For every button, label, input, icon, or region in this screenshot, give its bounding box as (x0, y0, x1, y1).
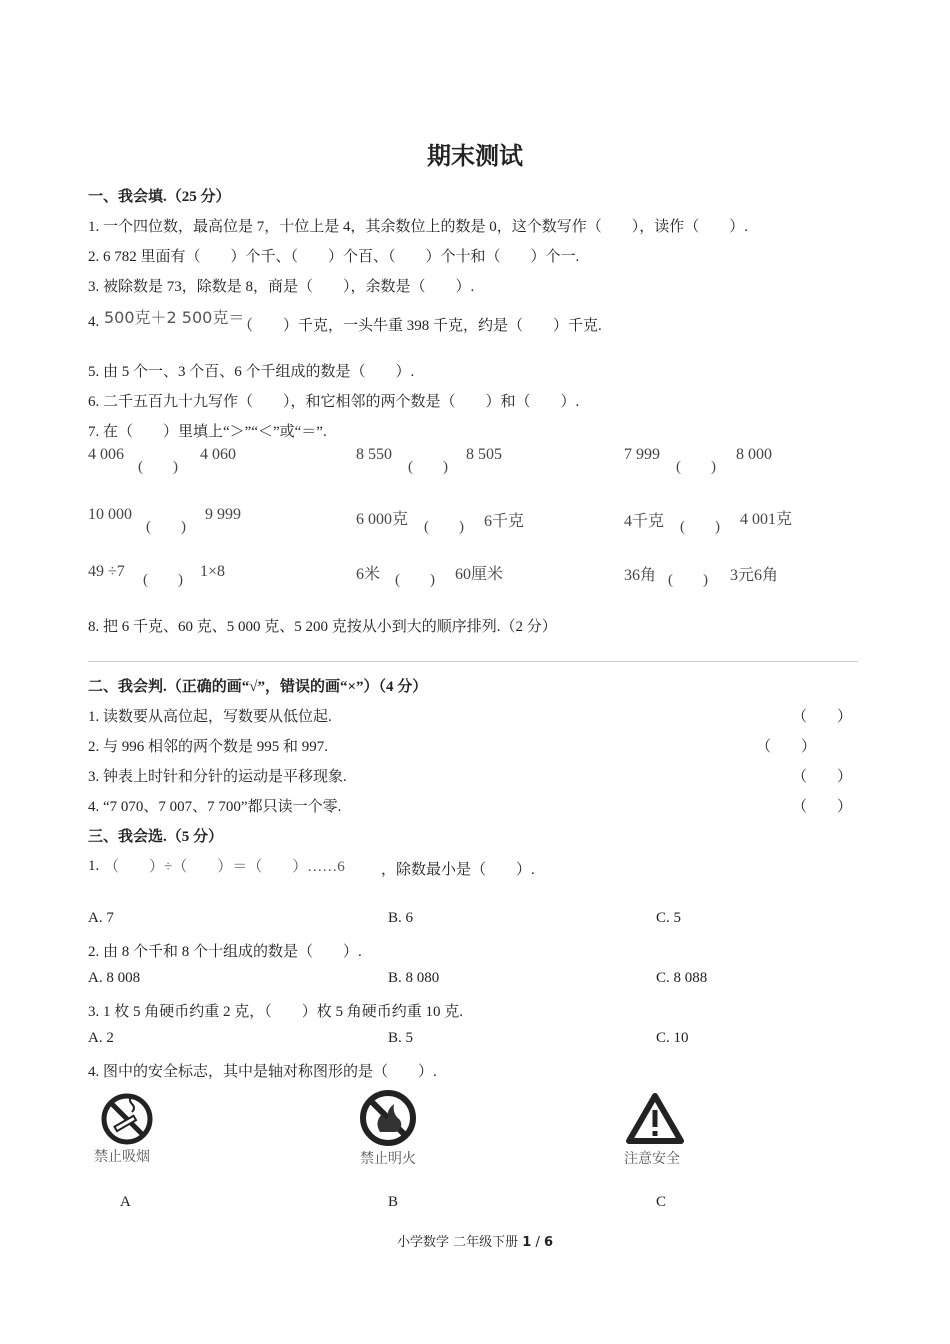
compare-left: 10 000 (88, 506, 132, 523)
footer-text: 小学数学 二年级下册 (396, 1235, 519, 1250)
s3-q1-rest: ，除数最小是（ ）. (381, 862, 535, 878)
compare-paren[interactable]: ( ) (408, 459, 448, 475)
compare-right: 60厘米 (455, 566, 504, 583)
compare-left: 4 006 (88, 446, 124, 463)
s3-q2-option[interactable]: C. 8 088 (656, 970, 708, 986)
s1-q8: 8. 把 6 千克、60 克、5 000 克、5 200 克按从小到大的顺序排列.（2 分） (88, 619, 557, 635)
compare-right: 4 060 (200, 446, 236, 463)
compare-paren[interactable]: ( ) (138, 459, 178, 475)
compare-right: 1×8 (200, 563, 226, 580)
sign-label: 禁止明火 (360, 1151, 416, 1167)
s3-q1-prefix: 1. (88, 858, 100, 874)
s2-item-text: 1. 读数要从高位起，写数要从低位起. (88, 709, 332, 725)
s3-q1-option[interactable]: A. 7 (88, 910, 114, 926)
sign-label: 注意安全 (624, 1151, 680, 1167)
compare-left: 6米 (356, 566, 381, 583)
warning-icon[interactable] (626, 1093, 684, 1145)
sign-letter[interactable]: A (120, 1194, 131, 1210)
compare-left: 36角 (624, 567, 657, 584)
s3-q3-option[interactable]: C. 10 (656, 1030, 689, 1046)
s1-q4-rest: （ ）千克，一头牛重 398 千克，约是（ ）千克. (238, 318, 602, 334)
s3-q3: 3. 1 枚 5 角硬币约重 2 克，（ ）枚 5 角硬币约重 10 克. (88, 1004, 464, 1020)
compare-paren[interactable]: ( ) (424, 519, 464, 535)
s2-item-text: 2. 与 996 相邻的两个数是 995 和 997. (88, 739, 329, 755)
footer-page: 1 (522, 1235, 532, 1250)
footer-sep: / (531, 1235, 544, 1250)
s3-q2-option[interactable]: B. 8 080 (388, 970, 440, 986)
compare-paren[interactable]: ( ) (680, 519, 720, 535)
sign-letter[interactable]: B (388, 1194, 399, 1210)
compare-left: 4千克 (624, 513, 665, 530)
section3-heading: 三、我会选.（5 分） (88, 829, 224, 845)
no-fire-icon[interactable] (358, 1088, 418, 1148)
s3-q3-option[interactable]: A. 2 (88, 1030, 114, 1046)
compare-paren[interactable]: ( ) (146, 519, 186, 535)
s2-item-paren[interactable]: （ ） (792, 709, 853, 725)
page-footer (0, 1231, 950, 1250)
section2-heading: 二、我会判.（正确的画“√”，错误的画“×”）（4 分） (88, 679, 428, 695)
s1-q4-formula: 500克＋2 500克＝ (104, 308, 245, 327)
no-smoking-icon[interactable] (100, 1092, 154, 1146)
compare-right: 8 000 (736, 446, 772, 463)
s1-q7: 7. 在（ ）里填上“＞”“＜”或“＝”. (88, 424, 327, 440)
sign-label: 禁止吸烟 (94, 1149, 150, 1165)
s1-q3: 3. 被除数是 73，除数是 8，商是（ ），余数是（ ）. (88, 279, 475, 295)
sign-letter[interactable]: C (656, 1194, 667, 1210)
s3-q4: 4. 图中的安全标志，其中是轴对称图形的是（ ）. (88, 1064, 437, 1080)
s2-item-paren[interactable]: （ ） (792, 769, 853, 785)
s1-q1: 1. 一个四位数，最高位是 7，十位上是 4，其余数位上的数是 0，这个数写作（ ），读作（ ）. (88, 219, 749, 235)
s2-item-text: 4. “7 070、7 007、7 700”都只读一个零. (88, 799, 342, 815)
s3-q1-option[interactable]: B. 6 (388, 910, 414, 926)
s3-q2-option[interactable]: A. 8 008 (88, 970, 141, 986)
compare-right: 4 001克 (740, 511, 793, 528)
footer-total: 6 (543, 1235, 554, 1250)
s3-q1-formula: （ ）÷（ ）＝（ ）……6 (104, 859, 345, 875)
s3-q2: 2. 由 8 个千和 8 个十组成的数是（ ）. (88, 944, 362, 960)
compare-left: 8 550 (356, 446, 392, 463)
compare-right: 9 999 (205, 506, 241, 523)
page-title: 期末测试 (427, 144, 523, 170)
s3-q1-option[interactable]: C. 5 (656, 910, 682, 926)
s1-q5: 5. 由 5 个一、3 个百、6 个千组成的数是（ ）. (88, 364, 415, 380)
s1-q6: 6. 二千五百九十九写作（ ），和它相邻的两个数是（ ）和（ ）. (88, 394, 580, 410)
compare-left: 6 000克 (356, 511, 409, 528)
s3-q3-option[interactable]: B. 5 (388, 1030, 414, 1046)
compare-paren[interactable]: ( ) (395, 572, 435, 588)
compare-left: 49 ÷7 (88, 563, 125, 580)
compare-paren[interactable]: ( ) (676, 459, 716, 475)
compare-right: 8 505 (466, 446, 502, 463)
section1-heading: 一、我会填.（25 分） (88, 189, 231, 205)
compare-paren[interactable]: ( ) (143, 572, 183, 588)
compare-right: 6千克 (484, 513, 525, 530)
s1-q4-prefix: 4. (88, 314, 100, 330)
compare-paren[interactable]: ( ) (668, 572, 708, 588)
s2-item-text: 3. 钟表上时针和分针的运动是平移现象. (88, 769, 347, 785)
compare-right: 3元6角 (730, 567, 779, 584)
s2-item-paren[interactable]: （ ） (792, 799, 853, 815)
s2-item-paren[interactable]: （ ） (756, 739, 817, 755)
section-divider (88, 661, 858, 662)
compare-left: 7 999 (624, 446, 660, 463)
s1-q2: 2. 6 782 里面有（ ）个千、（ ）个百、（ ）个十和（ ）个一. (88, 249, 580, 265)
